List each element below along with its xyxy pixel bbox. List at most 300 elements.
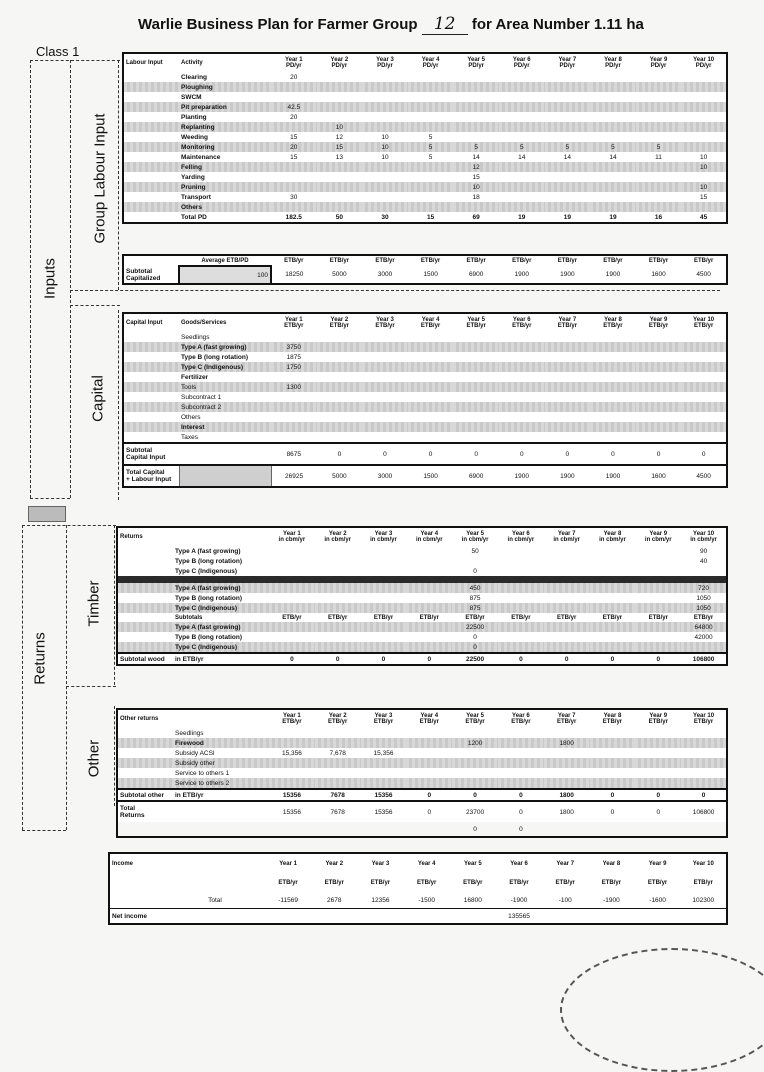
capital-value bbox=[362, 352, 408, 362]
unit-label: ETB/yr bbox=[602, 719, 623, 725]
timber-value bbox=[590, 622, 636, 632]
labour-value bbox=[499, 92, 545, 102]
labour-bracket bbox=[118, 60, 119, 290]
year-header-4 bbox=[408, 53, 454, 72]
capital-value bbox=[408, 412, 454, 422]
labour-value: 14 bbox=[609, 153, 617, 161]
labour-activity: Transport bbox=[181, 193, 211, 201]
capital-subtotal-value: 0 bbox=[337, 450, 342, 458]
capital-value bbox=[317, 432, 363, 443]
capital-value bbox=[590, 362, 636, 372]
other-value bbox=[406, 768, 452, 778]
gray-marker bbox=[28, 506, 66, 522]
capital-value bbox=[545, 432, 591, 443]
timber-value bbox=[498, 593, 544, 603]
capital-total-value: 4500 bbox=[696, 472, 711, 480]
income-unit: ETB/yr bbox=[693, 880, 713, 886]
timber-unit: ETB/yr bbox=[511, 614, 531, 621]
capital-value bbox=[362, 382, 408, 392]
other-item: Service to others 1 bbox=[175, 769, 230, 777]
labour-value bbox=[590, 82, 636, 92]
labour-value: 18 bbox=[472, 193, 480, 201]
timber-value bbox=[635, 556, 681, 566]
other-value: 7,678 bbox=[329, 749, 346, 757]
timber-value bbox=[315, 556, 361, 566]
year-header-1 bbox=[269, 527, 315, 546]
year-label: Year 9 bbox=[649, 531, 668, 537]
labour-value bbox=[271, 92, 317, 102]
labour-value bbox=[681, 172, 727, 182]
other-subtotal-value: 0 bbox=[656, 791, 661, 799]
year-label: Year 8 bbox=[604, 57, 622, 63]
year-label: Year 7 bbox=[558, 317, 577, 323]
year-header-5 bbox=[452, 527, 498, 546]
net-income-value bbox=[357, 909, 403, 925]
income-year: Year 9 bbox=[648, 861, 667, 867]
below-value bbox=[544, 822, 590, 837]
inputs-bracket-top bbox=[30, 60, 120, 61]
capital-value bbox=[317, 362, 363, 372]
other-item: Subsidy ACSI bbox=[175, 749, 215, 757]
timber-value bbox=[269, 546, 315, 556]
capital-total-value: 1600 bbox=[651, 472, 666, 480]
year-header-9 bbox=[635, 709, 681, 728]
labour-value bbox=[545, 182, 591, 192]
labour-value bbox=[590, 92, 636, 102]
year-label: Year 5 bbox=[466, 531, 484, 537]
income-total-label: Total bbox=[208, 896, 222, 904]
labour-value: 10 bbox=[381, 133, 389, 141]
below-value bbox=[681, 822, 727, 837]
capital-value bbox=[499, 382, 545, 392]
other-value bbox=[544, 778, 590, 789]
labour-value bbox=[590, 202, 636, 212]
capital-value bbox=[545, 352, 591, 362]
labsub-unit: ETB/yr bbox=[693, 258, 714, 264]
labour-value: 14 bbox=[518, 153, 526, 161]
labour-value bbox=[681, 202, 727, 212]
labour-row bbox=[123, 152, 727, 162]
labour-value: 10 bbox=[681, 162, 727, 172]
below-value bbox=[117, 822, 173, 837]
year-label: Year 10 bbox=[693, 57, 715, 63]
capital-value bbox=[317, 422, 363, 432]
timber-value bbox=[635, 546, 681, 556]
income-year: Year 10 bbox=[692, 861, 714, 867]
timber-blank bbox=[117, 546, 173, 556]
labour-value bbox=[317, 202, 363, 212]
labour-value: 10 bbox=[681, 182, 727, 192]
capital-value bbox=[453, 362, 499, 372]
labour-blank bbox=[123, 212, 179, 223]
capital-value bbox=[499, 362, 545, 372]
other-row bbox=[117, 738, 727, 748]
labour-value bbox=[636, 92, 682, 102]
labour-value bbox=[408, 102, 454, 112]
year-label: Year 5 bbox=[466, 713, 484, 719]
unit-label: ETB/yr bbox=[375, 323, 395, 329]
labour-row bbox=[123, 82, 727, 92]
timber-unit: ETB/yr bbox=[373, 614, 394, 621]
other-value bbox=[635, 738, 681, 748]
timber-value bbox=[361, 556, 407, 566]
timber-value bbox=[590, 603, 636, 613]
labour-row bbox=[123, 192, 727, 202]
capital-item: Seedlings bbox=[181, 333, 210, 341]
labour-blank bbox=[123, 82, 179, 92]
income-total-value: 2678 bbox=[327, 896, 342, 904]
labour-value bbox=[362, 172, 408, 182]
other-blank bbox=[117, 728, 173, 738]
timber-blank bbox=[117, 642, 173, 653]
capital-value bbox=[499, 392, 545, 402]
capital-value bbox=[636, 332, 682, 342]
capital-value bbox=[453, 342, 499, 352]
capital-total-value: 6900 bbox=[468, 472, 484, 480]
labour-blank bbox=[123, 112, 179, 122]
capital-value bbox=[636, 382, 682, 392]
labour-value bbox=[362, 82, 408, 92]
group-labour-label: Group Labour Input bbox=[91, 113, 109, 244]
other-subtotal-value: 15356 bbox=[282, 791, 301, 799]
year-label: Year 9 bbox=[649, 57, 668, 63]
labour-value bbox=[499, 102, 545, 112]
returns-bracket-left bbox=[22, 525, 23, 830]
timber-value bbox=[452, 556, 498, 566]
timber-value bbox=[498, 556, 544, 566]
labour-blank bbox=[123, 152, 179, 162]
unit-label: ETB/yr bbox=[511, 719, 531, 725]
timber-value bbox=[498, 583, 544, 593]
capital-value bbox=[681, 352, 727, 362]
labsub-value: 18250 bbox=[285, 271, 304, 278]
capital-value bbox=[590, 422, 636, 432]
subtotal-wood-value: 0 bbox=[656, 655, 661, 663]
year-label: Year 5 bbox=[467, 57, 486, 63]
labour-blank bbox=[123, 172, 179, 182]
col-header-1: Labour Input bbox=[126, 60, 163, 66]
timber-subtotals-header bbox=[117, 613, 727, 622]
timber-value bbox=[269, 566, 315, 576]
labour-value bbox=[681, 82, 727, 92]
capital-row bbox=[123, 402, 727, 412]
unit-label: ETB/yr bbox=[648, 719, 668, 725]
labour-value bbox=[499, 202, 545, 212]
capital-value bbox=[317, 392, 363, 402]
labour-blank bbox=[123, 72, 179, 82]
timber-value bbox=[681, 566, 727, 576]
labour-total-value: 45 bbox=[700, 213, 708, 221]
labour-value bbox=[545, 202, 591, 212]
labour-value: 12 bbox=[453, 162, 499, 172]
capital-value bbox=[317, 332, 363, 342]
total-returns-label: Total Returns bbox=[120, 805, 145, 819]
labour-value: 10 bbox=[381, 153, 389, 161]
unit-label: ETB/yr bbox=[648, 323, 669, 329]
income-year: Year 8 bbox=[602, 861, 621, 867]
labour-value bbox=[681, 142, 727, 152]
net-income-value bbox=[311, 909, 357, 925]
year-label: Year 6 bbox=[512, 317, 531, 323]
labour-activity: Yarding bbox=[181, 173, 205, 181]
year-label: Year 2 bbox=[328, 531, 347, 537]
income-unit: ETB/yr bbox=[509, 880, 529, 886]
timber-value bbox=[590, 566, 636, 576]
timber-value bbox=[635, 622, 681, 632]
other-value bbox=[406, 748, 452, 758]
timber-value bbox=[590, 632, 636, 642]
income-year: Year 7 bbox=[556, 861, 575, 867]
labour-blank bbox=[123, 132, 179, 142]
year-label: Year 6 bbox=[512, 713, 530, 719]
income-blank bbox=[165, 874, 265, 892]
capital-value bbox=[271, 432, 317, 443]
capital-total-value: 26925 bbox=[285, 472, 304, 480]
subtotal-wood-value: 22500 bbox=[466, 655, 485, 663]
other-item: Seedlings bbox=[175, 729, 204, 737]
year-header-8 bbox=[590, 313, 636, 332]
unit-label: ETB/yr bbox=[693, 323, 714, 329]
divider-cell bbox=[590, 576, 636, 583]
capital-value bbox=[636, 402, 682, 412]
year-label: Year 1 bbox=[283, 531, 301, 537]
other-value bbox=[498, 768, 544, 778]
year-label: Year 8 bbox=[603, 531, 622, 537]
labour-row bbox=[123, 162, 727, 172]
income-unit: ETB/yr bbox=[555, 880, 575, 886]
col-header-2 bbox=[173, 709, 269, 728]
labour-value bbox=[590, 122, 636, 132]
capital-value bbox=[453, 332, 499, 342]
other-item: Service to others 2 bbox=[173, 778, 269, 789]
capital-blank bbox=[123, 392, 179, 402]
labour-value bbox=[545, 92, 591, 102]
labour-value bbox=[681, 102, 727, 112]
capital-value bbox=[499, 332, 545, 342]
capital-total-value: 1900 bbox=[560, 472, 575, 480]
year-header-8 bbox=[590, 709, 636, 728]
capital-gray-box bbox=[179, 465, 271, 487]
timber-blank bbox=[117, 632, 173, 642]
labour-value bbox=[271, 182, 317, 192]
other-blank bbox=[117, 738, 173, 748]
other-item: Firewood bbox=[173, 738, 269, 748]
labour-value bbox=[271, 162, 317, 172]
labour-value bbox=[317, 112, 363, 122]
title-prefix: Warlie Business Plan for Farmer Group bbox=[138, 16, 418, 33]
other-subtotal-value: 0 bbox=[610, 791, 615, 799]
divider-cell bbox=[544, 576, 590, 583]
year-label: Year 1 bbox=[283, 713, 301, 719]
capital-value bbox=[317, 412, 363, 422]
unit-label: PD/yr bbox=[650, 63, 667, 69]
other-value bbox=[406, 738, 452, 748]
unit-label: PD/yr bbox=[285, 63, 302, 69]
capital-value bbox=[681, 412, 727, 422]
labour-value bbox=[545, 112, 591, 122]
subtotal-wood-value: 0 bbox=[381, 655, 386, 663]
timber-value bbox=[361, 566, 407, 576]
other-value bbox=[498, 778, 544, 789]
divider-cell bbox=[498, 576, 544, 583]
unit-label: PD/yr bbox=[513, 63, 530, 69]
labour-activity: Ploughing bbox=[179, 82, 271, 92]
timber-value bbox=[361, 603, 407, 613]
other-value bbox=[498, 748, 544, 758]
other-subtotal-label: Subtotal other bbox=[120, 791, 165, 799]
timber-type: Type A (fast growing) bbox=[175, 547, 241, 555]
capital-subtotal-value: 0 bbox=[474, 450, 478, 458]
other-subtotal-value: 7678 bbox=[330, 791, 345, 799]
capital-row bbox=[123, 382, 727, 392]
capital-value bbox=[499, 352, 545, 362]
capital-value bbox=[408, 362, 454, 372]
capital-label: Capital bbox=[89, 375, 107, 422]
timber-value bbox=[544, 556, 590, 566]
labsub-value: 5000 bbox=[332, 271, 347, 278]
year-label: Year 1 bbox=[284, 57, 303, 63]
other-value bbox=[635, 758, 681, 768]
timber-value: 0 bbox=[473, 567, 477, 575]
capital-value bbox=[545, 342, 591, 352]
year-label: Year 10 bbox=[693, 317, 715, 323]
year-label: Year 2 bbox=[330, 57, 349, 63]
income-total-value: -1900 bbox=[510, 896, 528, 904]
year-header-1 bbox=[271, 53, 317, 72]
labour-value bbox=[636, 72, 682, 82]
total-returns-value: 106800 bbox=[692, 808, 715, 816]
capital-value bbox=[271, 392, 317, 402]
labour-value: 5 bbox=[408, 142, 454, 152]
labour-value bbox=[545, 122, 591, 132]
year-label: Year 4 bbox=[421, 317, 440, 323]
labsub-blank bbox=[123, 255, 179, 266]
net-income-value bbox=[450, 909, 496, 925]
income-year: Year 2 bbox=[325, 861, 344, 867]
timber-value: 450 bbox=[452, 583, 498, 593]
other-value bbox=[452, 728, 498, 738]
year-label: Year 4 bbox=[420, 713, 439, 719]
unit-label: in cbm/yr bbox=[690, 537, 717, 543]
other-blank bbox=[117, 768, 173, 778]
year-header-5 bbox=[453, 313, 499, 332]
capital-subtotal-value: 8675 bbox=[286, 450, 302, 458]
capital-value bbox=[362, 392, 408, 402]
below-value bbox=[173, 822, 269, 837]
unit-label: in cbm/yr bbox=[553, 537, 581, 543]
timber-value bbox=[361, 593, 407, 603]
timber-value bbox=[590, 556, 636, 566]
labsub-value: 1900 bbox=[605, 271, 621, 278]
group-number: 12 bbox=[422, 14, 468, 35]
year-header-2 bbox=[317, 313, 363, 332]
labour-value bbox=[362, 192, 408, 202]
year-header-3 bbox=[361, 709, 407, 728]
capital-subtotal-value: 0 bbox=[383, 450, 387, 458]
capital-value bbox=[590, 332, 636, 342]
labour-value bbox=[317, 172, 363, 182]
labour-value: 15 bbox=[700, 193, 708, 201]
labour-value bbox=[271, 82, 317, 92]
capital-row bbox=[123, 352, 727, 362]
timber-value bbox=[544, 593, 590, 603]
timber-value: 40 bbox=[699, 557, 708, 565]
labour-value bbox=[408, 162, 454, 172]
income-year: Year 1 bbox=[279, 861, 297, 867]
net-income-row bbox=[109, 909, 727, 925]
labour-row bbox=[123, 132, 727, 142]
capital-bracket bbox=[118, 310, 119, 500]
other-value bbox=[361, 778, 407, 789]
capital-value bbox=[271, 402, 317, 412]
timber-value: 1050 bbox=[681, 603, 727, 613]
capital-item: Taxes bbox=[181, 433, 198, 441]
unit-label: PD/yr bbox=[331, 63, 348, 69]
timber-value bbox=[635, 593, 681, 603]
timber-unit: ETB/yr bbox=[557, 614, 577, 621]
unit-label: ETB/yr bbox=[329, 323, 350, 329]
unit-label: PD/yr bbox=[377, 63, 393, 69]
timber-label: Timber bbox=[85, 580, 103, 627]
timber-value bbox=[406, 566, 452, 576]
labour-value bbox=[545, 82, 591, 92]
timber-value bbox=[315, 603, 361, 613]
other-returns-table bbox=[116, 708, 728, 838]
labour-value bbox=[636, 192, 682, 202]
capital-value bbox=[362, 332, 408, 342]
year-header-2 bbox=[315, 527, 361, 546]
capital-value bbox=[271, 422, 317, 432]
other-value bbox=[361, 768, 407, 778]
capital-value bbox=[499, 432, 545, 443]
timber-value: 875 bbox=[452, 603, 498, 613]
total-returns-value: 15356 bbox=[282, 808, 301, 816]
timber-value: 875 bbox=[469, 594, 481, 602]
below-returns-row bbox=[117, 822, 727, 837]
labour-value bbox=[499, 162, 545, 172]
year-header-6 bbox=[499, 313, 545, 332]
labsub-unit: ETB/yr bbox=[512, 258, 532, 264]
capital-value bbox=[636, 372, 682, 382]
other-subtotal-value: 0 bbox=[519, 791, 523, 799]
labour-activity: Maintenance bbox=[181, 153, 221, 161]
labour-row bbox=[123, 142, 727, 152]
avg-etb-value: 100 bbox=[179, 266, 271, 284]
unit-label: PD/yr bbox=[605, 63, 621, 69]
timber-value bbox=[315, 566, 361, 576]
labour-value bbox=[362, 122, 408, 132]
inputs-label: Inputs bbox=[41, 258, 59, 299]
labour-value bbox=[636, 202, 682, 212]
divider-cell bbox=[315, 576, 361, 583]
capital-value bbox=[636, 432, 682, 443]
year-header-3 bbox=[361, 527, 407, 546]
year-header-4 bbox=[406, 709, 452, 728]
capital-value bbox=[636, 352, 682, 362]
capital-blank bbox=[123, 372, 179, 382]
timber-value bbox=[269, 622, 315, 632]
labour-value: 5 bbox=[545, 142, 591, 152]
labour-blank bbox=[123, 92, 179, 102]
net-income-label: Net income bbox=[112, 912, 148, 920]
year-label: Year 4 bbox=[420, 531, 439, 537]
labour-value bbox=[590, 162, 636, 172]
timber-row bbox=[117, 603, 727, 613]
below-value: 0 bbox=[452, 822, 498, 837]
other-value bbox=[635, 748, 681, 758]
labour-value bbox=[408, 72, 454, 82]
labour-value bbox=[362, 102, 408, 112]
